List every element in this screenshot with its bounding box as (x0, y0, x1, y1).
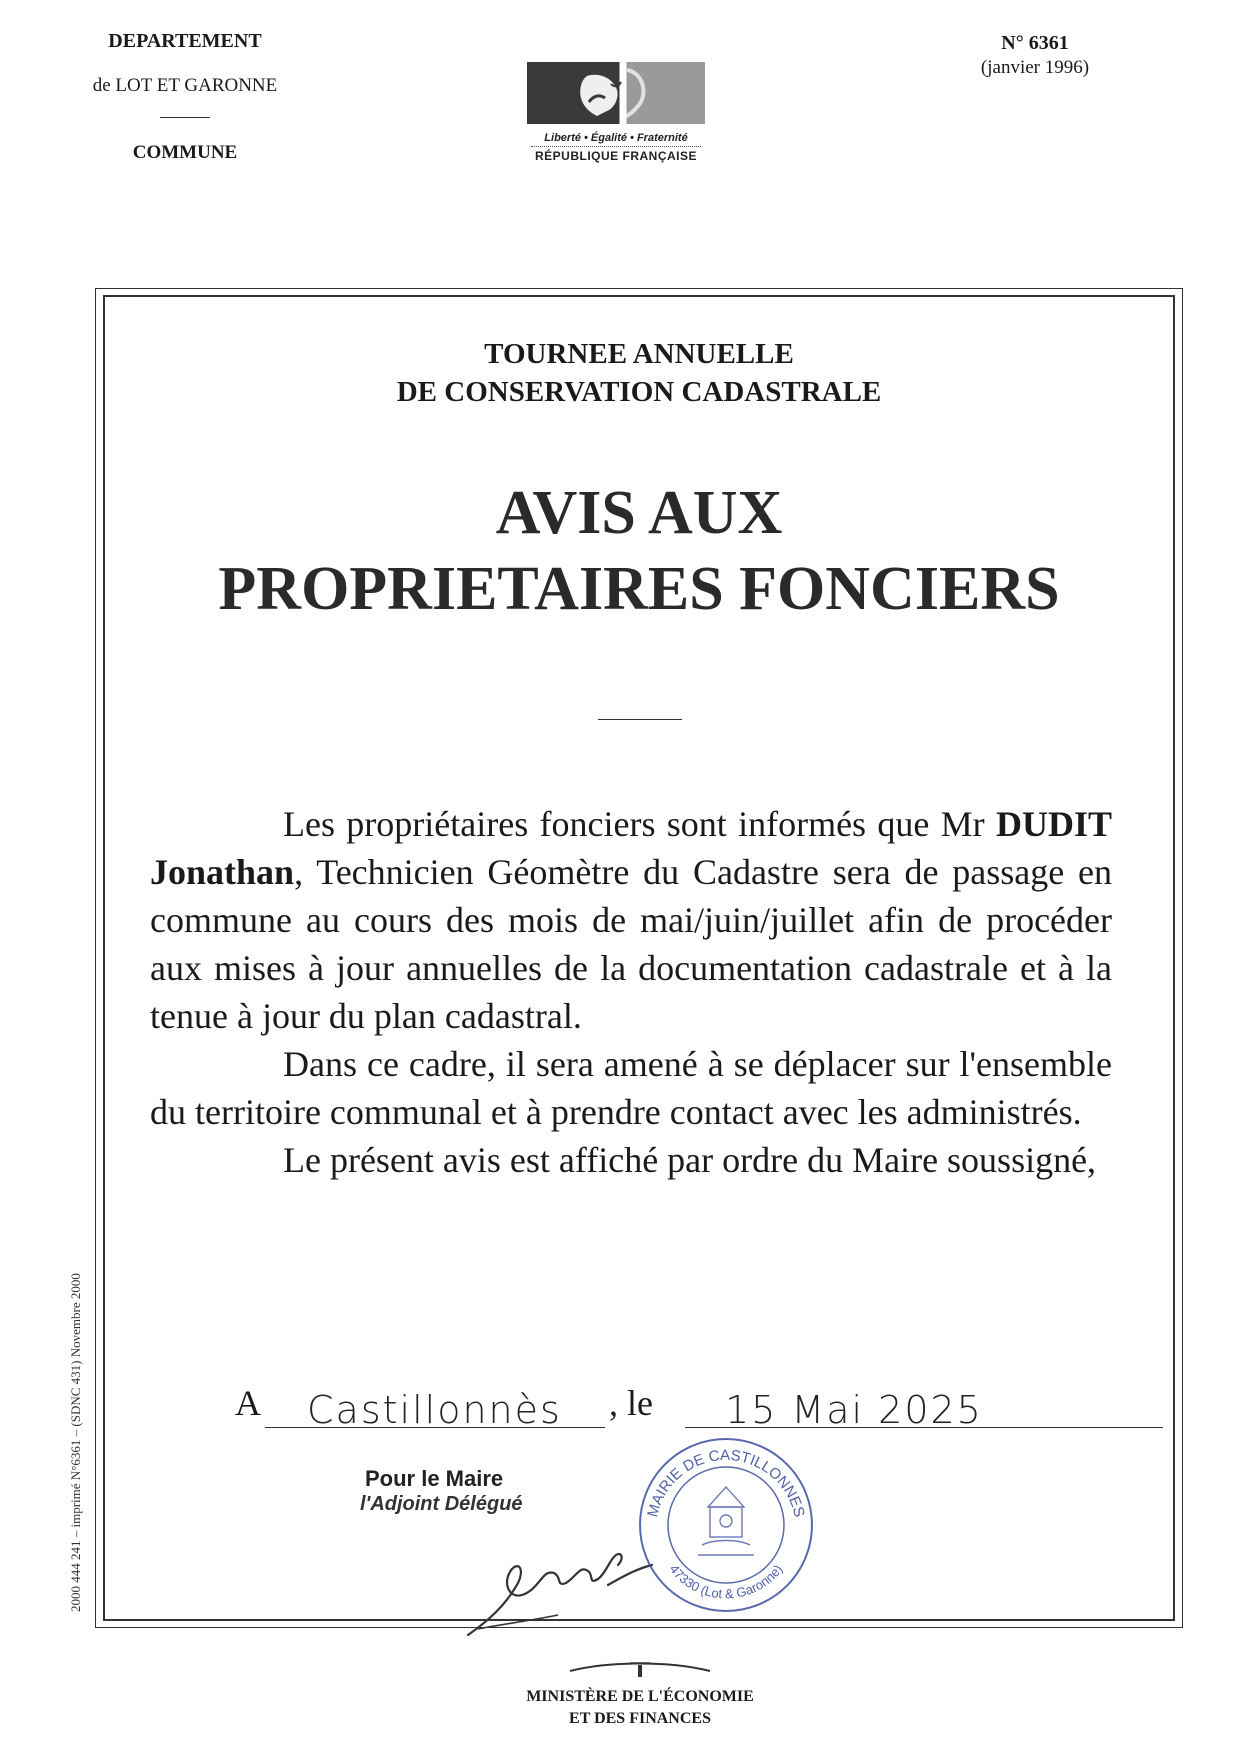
ministere-name (490, 1686, 790, 1730)
handwritten-signature (458, 1525, 658, 1645)
body-paragraph-3: Le présent avis est affiché par ordre du Maire soussigné, (283, 1140, 1097, 1180)
body-paragraph-1 (150, 800, 1112, 1040)
place-a-label: A (235, 1383, 261, 1423)
header-divider (160, 117, 210, 118)
mairie-seal-stamp (636, 1435, 816, 1615)
commune-label: COMMUNE (132, 142, 238, 163)
notice-title (103, 475, 1175, 627)
title-line-2: PROPRIETAIRES FONCIERS (218, 555, 1060, 623)
body-p1-end: , Technicien Géomètre du Cadastre sera de passage en commune au cours des mois de mai/juin/juillet afin de procéder aux mises à jour annuelles de la documentation cadastrale et à la tenue à jour du plan cadastral. (150, 852, 1112, 1036)
place-date-line (235, 1382, 1165, 1432)
subtitle-line-1: TOURNEE ANNUELLE (484, 338, 794, 370)
ministere-emblem-icon (550, 1655, 730, 1677)
technician-name: DUDIT Jonathan (150, 804, 1112, 892)
title-divider (598, 719, 682, 720)
logo-motto: Liberté • Égalité • Fraternité (544, 132, 688, 144)
pour-le-maire-stamp: Pour le Maire (365, 1466, 504, 1491)
body-p1-start: Les propriétaires fonciers sont informés que Mr (283, 804, 985, 844)
body-paragraph-2: Dans ce cadre, il sera amené à se déplacer sur l'ensemble du territoire communal et à prendre contact avec les administrés. (150, 1044, 1112, 1132)
departement-label: DEPARTEMENT (108, 30, 262, 52)
svg-text:MAIRIE DE CASTILLONNES (644, 1447, 808, 1519)
marianne-logo-icon (527, 62, 705, 124)
departement-name: de LOT ET GARONNE (92, 75, 278, 96)
stamp-top-text: MAIRIE DE CASTILLONNES (644, 1446, 808, 1519)
svg-text:47330 (Lot & Garonne) (667, 1562, 786, 1602)
form-edition: (janvier 1996) (980, 57, 1090, 78)
date-value-handwritten: 15 Mai 2025 (685, 1388, 1163, 1428)
logo-republique: RÉPUBLIQUE FRANÇAISE (534, 149, 697, 163)
title-line-1: AVIS AUX (495, 479, 783, 547)
subtitle-line-2: DE CONSERVATION CADASTRALE (396, 376, 882, 408)
ministere-line-1: MINISTÈRE DE L'ÉCONOMIE (526, 1688, 754, 1705)
place-le-label: , le (609, 1383, 653, 1423)
stamp-emblem-icon (698, 1487, 754, 1555)
form-number: N° 6361 (1001, 32, 1069, 54)
notice-body (150, 800, 1112, 1184)
republique-francaise-logo (524, 62, 708, 163)
header-right-block (950, 32, 1120, 79)
header-left-block (60, 30, 310, 164)
ministere-line-2: ET DES FINANCES (569, 1710, 711, 1727)
logo-divider (531, 146, 701, 147)
stamp-bottom-text: 47330 (Lot & Garonne) (666, 1561, 786, 1602)
notice-subtitle (103, 335, 1175, 411)
adjoint-delegue-stamp: l'Adjoint Délégué (360, 1493, 523, 1515)
footer-ministere (490, 1655, 790, 1730)
print-reference-sidenote: 2000 444 241 – imprimé N°6361 – (SDNC 431) Novembre 2000 (68, 1273, 83, 1612)
place-value-handwritten: Castillonnès (265, 1388, 605, 1428)
